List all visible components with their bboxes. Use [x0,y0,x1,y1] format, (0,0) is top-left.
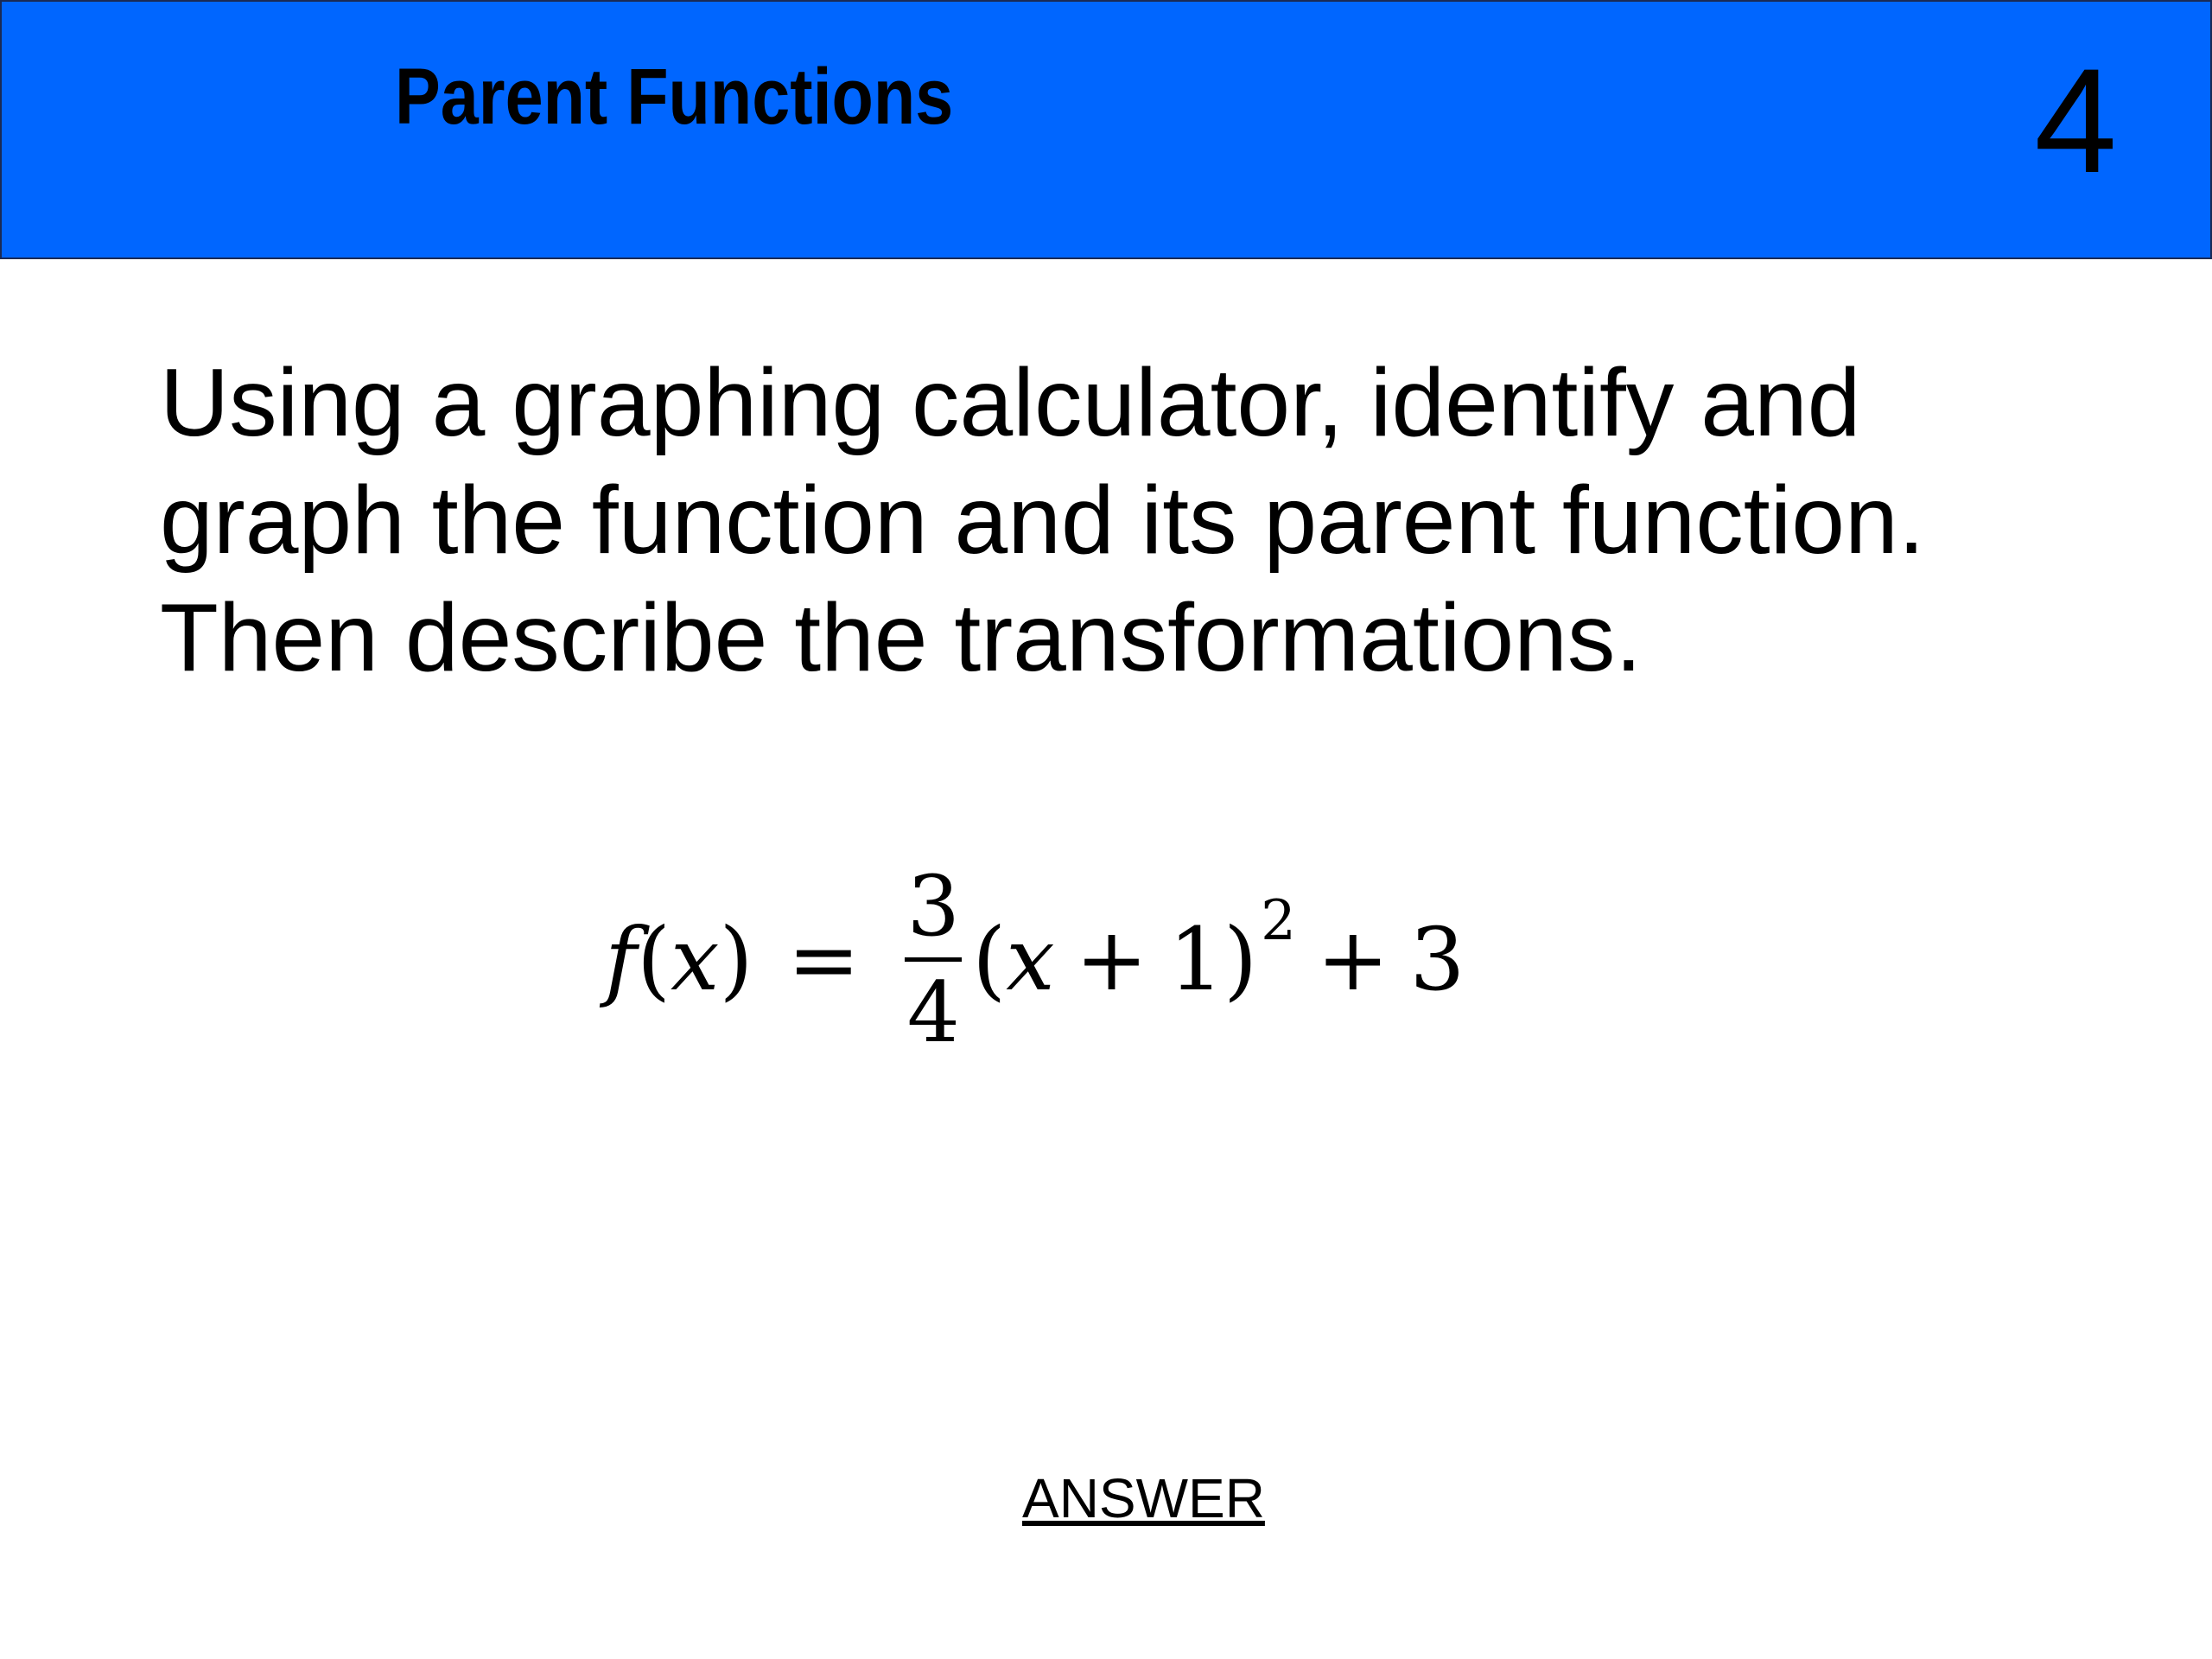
group-paren-close: ) [1224,908,1258,1010]
question-number: 4 [2034,38,2117,204]
question-line: graph the function and its parent function. [160,467,1925,574]
equals-sign: = [787,908,861,1010]
exponent: 2 [1261,889,1296,953]
group-paren-open: ( [972,908,1007,1010]
coefficient-fraction [905,859,962,1060]
outer-constant: 3 [1409,908,1465,1010]
function-name: f [605,908,638,1010]
fraction-numerator: 3 [906,857,960,955]
fraction-denominator: 4 [906,963,960,1061]
category-title: Parent Functions [395,53,954,141]
paren-close: ) [719,908,753,1010]
function-equation [605,830,1465,1089]
function-variable: x [671,908,720,1010]
group-variable: x [1006,908,1055,1010]
question-line: Then describe the transformations. [160,584,1643,691]
header-bar [0,0,2212,259]
inner-constant: 1 [1168,908,1224,1010]
paren-open: ( [637,908,671,1010]
answer-link[interactable]: ANSWER [1022,1467,1265,1529]
question-text [160,344,2104,696]
plus-sign: + [1075,908,1148,1010]
question-line: Using a graphing calculator, identify and [160,349,1861,456]
fraction-bar [905,957,962,962]
plus-sign: + [1316,908,1389,1010]
